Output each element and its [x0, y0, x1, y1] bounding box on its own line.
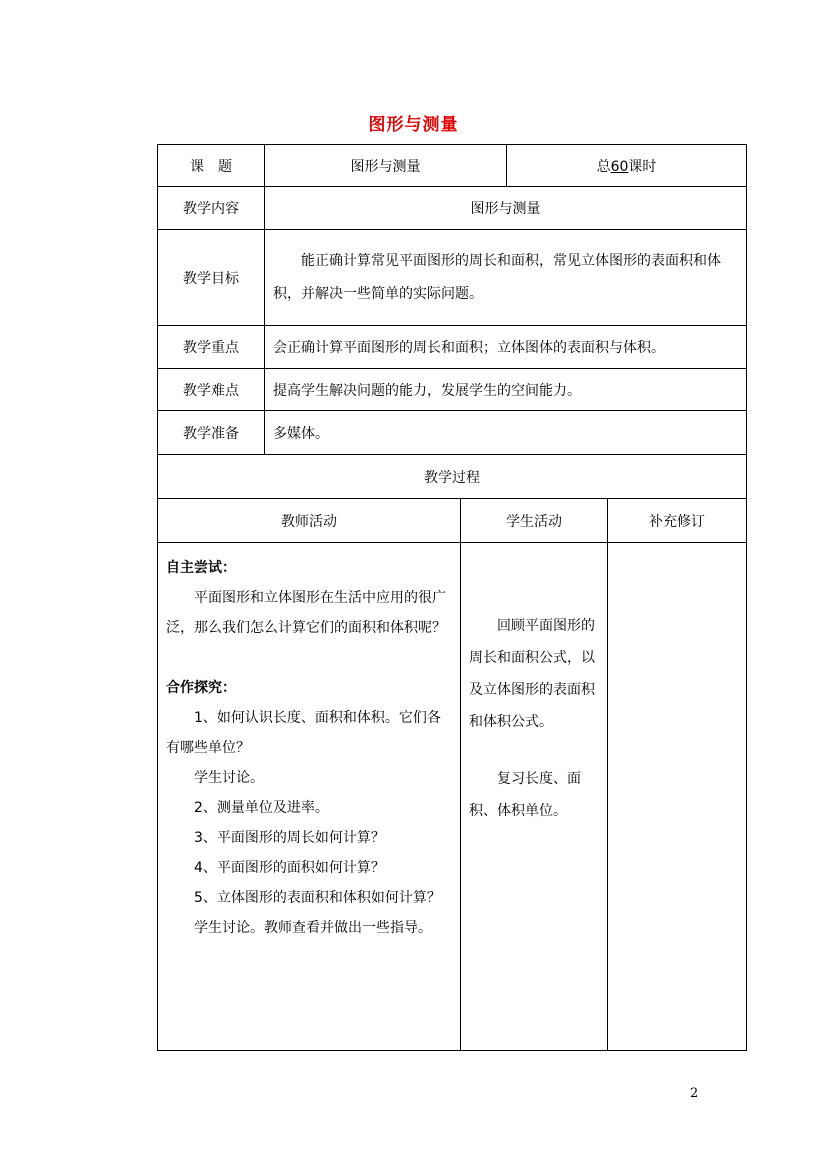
question-5: 5、立体图形的表面积和体积如何计算？ — [194, 890, 441, 906]
content-value: 图形与测量 — [470, 201, 541, 217]
hours-prefix: 总 — [596, 158, 611, 175]
student-units-paragraph: 复习长度、面积、体积单位。 — [469, 771, 581, 819]
hours-cell — [507, 145, 747, 187]
student-column-label: 学生活动 — [506, 513, 562, 530]
hours-suffix: 课时 — [628, 158, 657, 175]
process-title-cell — [158, 455, 747, 499]
topic-value-cell — [265, 145, 507, 187]
difficulty-label: 教学难点 — [183, 382, 239, 399]
self-try-heading: 自主尝试： — [166, 560, 236, 576]
student-activity-cell — [461, 543, 608, 1051]
objective-label-cell — [158, 230, 265, 326]
question-2: 2、测量单位及进率。 — [194, 800, 329, 816]
objective-value-cell — [265, 230, 747, 326]
page-number: 2 — [690, 1086, 699, 1101]
topic-value: 图形与测量 — [350, 158, 421, 175]
notes-cell — [608, 543, 747, 1051]
focus-label-cell — [158, 326, 265, 369]
content-label: 教学内容 — [183, 201, 239, 217]
page-title: 图形与测量 — [368, 115, 459, 135]
focus-value-cell — [265, 326, 747, 369]
notes-column-header — [608, 499, 747, 543]
prep-value-cell — [265, 411, 747, 455]
student-discussion-1: 学生讨论。 — [194, 770, 264, 786]
teacher-activity-cell — [158, 543, 461, 1051]
focus-label: 教学重点 — [183, 340, 239, 356]
student-discussion-2: 学生讨论。教师查看并做出一些指导。 — [194, 920, 432, 936]
hours-value: 60 — [610, 158, 629, 175]
content-label-cell — [158, 187, 265, 230]
cooperation-heading: 合作探究： — [166, 680, 236, 696]
content-value-cell — [265, 187, 747, 230]
prep-label-cell — [158, 411, 265, 455]
student-column-header — [461, 499, 608, 543]
question-3: 3、平面图形的周长如何计算？ — [194, 830, 385, 846]
prep-label: 教学准备 — [183, 425, 239, 442]
prep-value: 多媒体。 — [273, 425, 329, 442]
topic-label: 课 题 — [190, 158, 232, 175]
topic-label-cell — [158, 145, 265, 187]
lesson-plan-table — [157, 144, 747, 1051]
difficulty-label-cell — [158, 369, 265, 411]
self-try-paragraph: 平面图形和立体图形在生活中应用的很广泛，那么我们怎么计算它们的面积和体积呢？ — [166, 590, 446, 636]
difficulty-value-cell — [265, 369, 747, 411]
objective-label: 教学目标 — [183, 270, 239, 287]
question-1: 1、如何认识长度、面积和体积。它们各有哪些单位？ — [166, 710, 441, 756]
teacher-column-label: 教师活动 — [281, 513, 337, 530]
notes-column-label: 补充修订 — [649, 513, 705, 530]
difficulty-value: 提高学生解决问题的能力，发展学生的空间能力。 — [273, 382, 581, 399]
question-4: 4、平面图形的面积如何计算？ — [194, 860, 385, 876]
student-review-paragraph: 回顾平面图形的周长和面积公式，以及立体图形的表面积和体积公式。 — [469, 618, 595, 730]
focus-value: 会正确计算平面图形的周长和面积；立体图体的表面积与体积。 — [273, 340, 665, 356]
teacher-column-header — [158, 499, 461, 543]
process-title: 教学过程 — [424, 469, 480, 486]
objective-value: 能正确计算常见平面图形的周长和面积，常见立体图形的表面积和体积，并解决一些简单的实际问题。 — [273, 252, 721, 302]
